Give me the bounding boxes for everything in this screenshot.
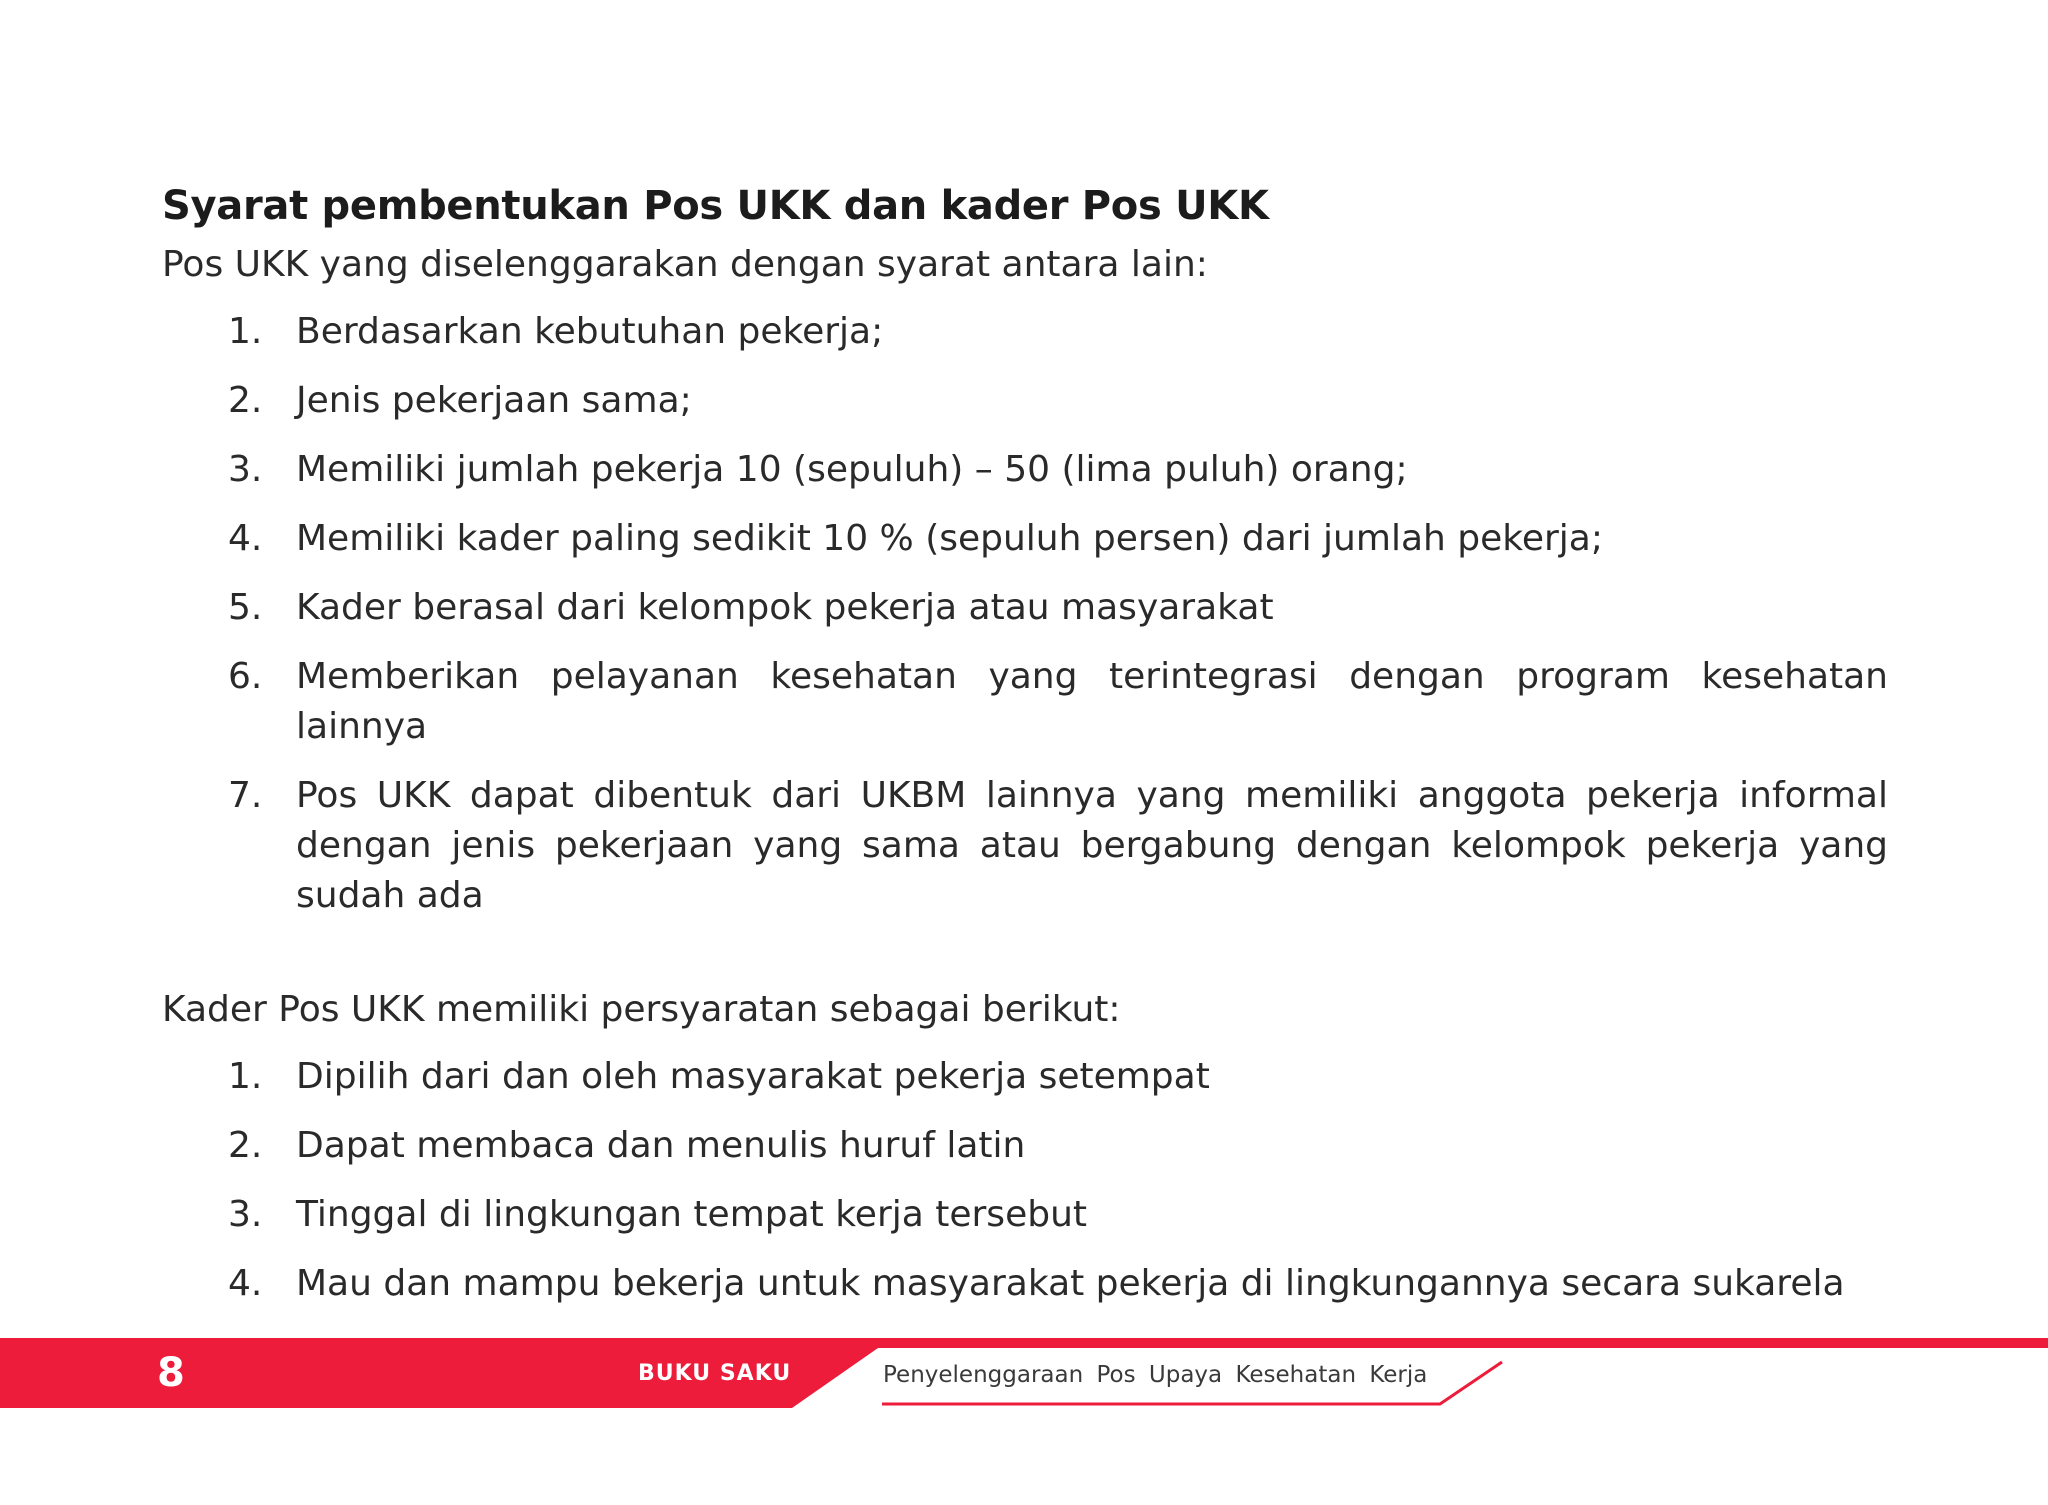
- list-item-text: Pos UKK dapat dibentuk dari UKBM lainnya yang memiliki anggota pekerja informal dengan jenis pekerjaan yang sama atau bergabung dengan kelompok pekerja yang sudah ada: [296, 775, 1888, 916]
- list-item-number: 1.: [228, 311, 263, 352]
- list-item-number: 2.: [228, 1125, 263, 1166]
- list-item-number: 4.: [228, 1263, 263, 1304]
- section-spacer: [162, 921, 1888, 979]
- list-item-text: Dapat membaca dan menulis huruf latin: [296, 1125, 1026, 1166]
- list-item-text: Tinggal di lingkungan tempat kerja tersebut: [296, 1194, 1087, 1235]
- list-item: [162, 1190, 1888, 1240]
- list-item-text: Memberikan pelayanan kesehatan yang terintegrasi dengan program kesehatan lainnya: [296, 656, 1888, 747]
- list-item: [162, 307, 1888, 357]
- list-item-text: Memiliki jumlah pekerja 10 (sepuluh) – 50 (lima puluh) orang;: [296, 449, 1408, 490]
- footer-label: BUKU SAKU: [638, 1361, 792, 1386]
- list-item-text: Memiliki kader paling sedikit 10 % (sepuluh persen) dari jumlah pekerja;: [296, 518, 1603, 559]
- page-number: 8: [157, 1350, 185, 1396]
- list-item-number: 3.: [228, 1194, 263, 1235]
- list-item-text: Berdasarkan kebutuhan pekerja;: [296, 311, 884, 352]
- footer-book-title: Penyelenggaraan Pos Upaya Kesehatan Kerja: [883, 1362, 1428, 1388]
- list-item-number: 7.: [228, 775, 263, 816]
- list-item: [162, 1052, 1888, 1102]
- list-item-number: 2.: [228, 380, 263, 421]
- list-item-number: 3.: [228, 449, 263, 490]
- page-content: [162, 178, 1888, 1309]
- list-item-number: 1.: [228, 1056, 263, 1097]
- list-item-number: 6.: [228, 656, 263, 697]
- list-item: [162, 652, 1888, 752]
- list-item: [162, 771, 1888, 921]
- list-item-text: Mau dan mampu bekerja untuk masyarakat pekerja di lingkungannya secara sukarela: [296, 1263, 1845, 1304]
- list-item: [162, 583, 1888, 633]
- list-item-text: Kader berasal dari kelompok pekerja atau masyarakat: [296, 587, 1274, 628]
- list-item: [162, 1121, 1888, 1171]
- list-item: [162, 514, 1888, 564]
- section1-list: [162, 307, 1888, 921]
- list-item-number: 4.: [228, 518, 263, 559]
- list-item-text: Jenis pekerjaan sama;: [296, 380, 692, 421]
- list-item-number: 5.: [228, 587, 263, 628]
- list-item: [162, 376, 1888, 426]
- list-item-text: Dipilih dari dan oleh masyarakat pekerja setempat: [296, 1056, 1210, 1097]
- section1-intro: Pos UKK yang diselenggarakan dengan syarat antara lain:: [162, 244, 1208, 285]
- list-item: [162, 445, 1888, 495]
- section2-list: [162, 1052, 1888, 1309]
- section2-intro: Kader Pos UKK memiliki persyaratan sebagai berikut:: [162, 989, 1121, 1030]
- section-heading: Syarat pembentukan Pos UKK dan kader Pos UKK: [162, 183, 1269, 229]
- list-item: [162, 1259, 1888, 1309]
